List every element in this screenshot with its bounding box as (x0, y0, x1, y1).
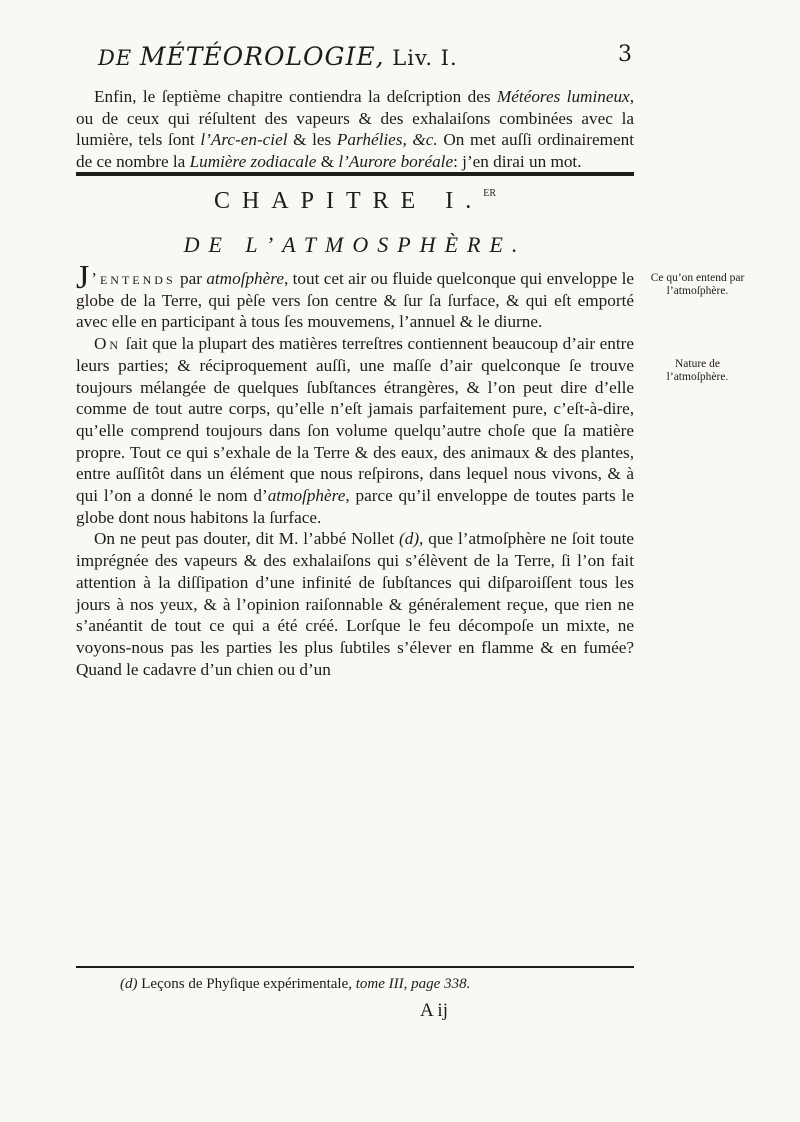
margin-note-definition: Ce qu’on entend par l’atmoſphère. (650, 272, 745, 297)
section-divider (76, 172, 634, 176)
chapter-heading: CHAPITRE I.$^{ER}$ (213, 188, 497, 214)
running-head-title (98, 42, 458, 71)
footnote-divider (76, 966, 634, 968)
margin-note-nature: Nature de l’atmoſphère. (666, 358, 729, 383)
footnote-reference: (d) (399, 529, 420, 549)
running-head-book-number: Liv. I. (392, 46, 458, 70)
paragraph-1: J ’entends par atmoſphère, tout cet air ou fluide quelconque qui enveloppe le globe de la Terre, qui pèſe vers ſon centre & ſur ſa ſurface, & qui eſt emporté avec elle en participant à tous ſes mouvemens, l’annuel & le diurne. (76, 259, 634, 332)
chapter-title: DE L’ATMOSPHÈRE. (183, 232, 527, 257)
paragraph-2: On ſait que la plupart des matières terreſtres contiennent beaucoup d’air entre leurs parties; & réciproquement auſſi, une maſſe d’air quelconque ſe trouve toujours mélangée de quelques ſubſtances étrangères, & l’on peut dire d’elle comme de tout autre corps, qu’elle n’eſt jamais parfaitement pure, c’eſt-à-dire, qu’elle comprend toujours dans ſon volume quelqu’autre choſe que ſa matière propre. Tout ce qui s’exhale de la Terre & des eaux, des animaux & des plantes, entre auſſitôt dans un élément que nous reſpirons, dans lequel nous vivons, & à qui l’on a donné le nom d’atmoſphère, parce qu’il enveloppe de toutes parts le globe dont nous habitons la ſurface. (76, 334, 635, 527)
running-head-prefix: DE (98, 46, 133, 70)
signature-mark: A ij (420, 1000, 448, 1021)
chapter-body (76, 259, 635, 680)
page-number: 3 (618, 42, 633, 67)
running-head-book-title: MÉTÉOROLOGIE, (139, 42, 385, 71)
drop-cap: J (76, 259, 90, 296)
running-head (98, 40, 633, 74)
intro-paragraph: Enfin, le ſeptième chapitre contiendra la deſcription des Météores lumineux, ou de ceux qui réſultent des vapeurs & des exhalaiſons combinées avec la lumière, tels ſont l’Arc-en-ciel & les Parhélies, &c. On met auſſi ordinairement de ce nombre la Lumière zodiacale & l’Aurore boréale: j’en dirai un mot. (76, 87, 635, 172)
footnote: (d) Leçons de Phyſique expérimentale, tome III, page 338. (120, 976, 471, 992)
paragraph-3: On ne peut pas douter, dit M. l’abbé Nollet (d), que l’atmoſphère ne ſoit toute imprégnée des vapeurs & des exhalaiſons qui s’élèvent de la Terre, ſi l’on fait attention à la diſſipation d’une infinité de ſubſtances qui diſparoiſſent tous les jours à nos yeux, & à l’opinion raiſonnable & généralement reçue, que rien ne s’anéantit de tout ce qui a été créé. Lorſque le feu décompoſe un mixte, ne voyons-nous pas les parties les plus ſubtiles s’élever en flamme & en fumée? Quand le cadavre d’un chien ou d’un (76, 529, 634, 679)
